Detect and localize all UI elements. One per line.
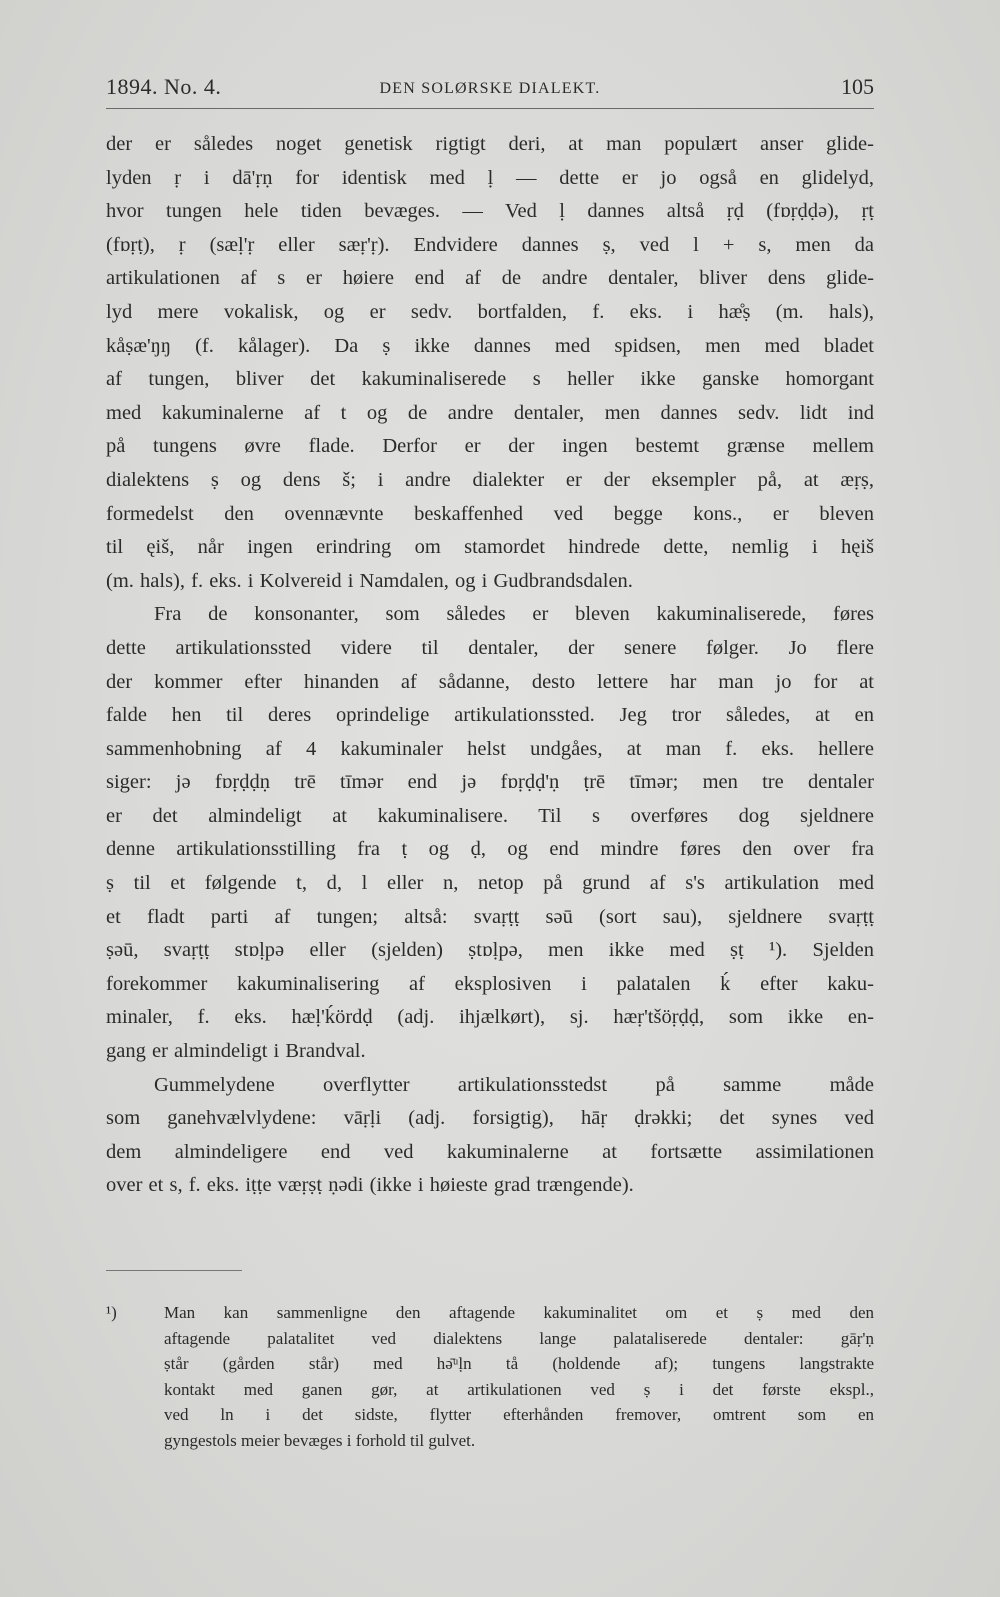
- text-line: ṣəū, svaṛṭṭ stɒḷpə eller (sjelden) ṣtɒḷpə, men ikke med ṣṭ ¹). Sjelden: [106, 939, 874, 962]
- text-line: på tungens øvre flade. Derfor er der ingen bestemt grænse mellem: [106, 435, 874, 458]
- text-line: et fladt parti af tungen; altså: svaṛṭṭ səū (sort sau), sjeldnere svaṛṭṭ: [106, 905, 874, 928]
- running-header: [106, 68, 874, 108]
- paragraph-start-line: Gummelydene overflytter artikulationsstedst på samme måde: [154, 1073, 874, 1096]
- footnote-line: aftagende palatalitet ved dialektens lange palataliserede dentaler: gāṛ'ṇ: [164, 1328, 874, 1348]
- text-line: dem almindeligere end ved kakuminalerne at fortsætte assimilationen: [106, 1140, 874, 1163]
- text-line: siger: jə fɒṛḍḍṇ trē tīmər end jə fɒṛḍḍ'ṇ ṭrē tīmər; men tre dentaler: [106, 771, 874, 794]
- footnote: [106, 1300, 874, 1454]
- text-line: til ęiš, når ingen erindring om stamordet hindrede dette, nemlig i hęiš: [106, 536, 874, 559]
- text-line: af tungen, bliver det kakuminaliserede s heller ikke ganske homorgant: [106, 368, 874, 391]
- text-line: ṣ til et følgende t, d, l eller n, netop på grund af s's artikulation med: [106, 872, 874, 895]
- text-line: formedelst den ovennævnte beskaffenhed ved begge kons., er bleven: [106, 502, 874, 525]
- text-line: (fɒṛṭ), ṛ (sæḷ'ṛ eller sæṛ'ṛ). Endvidere dannes ṣ, ved l + s, men da: [106, 233, 874, 256]
- footnote-line: ved ln i det sidste, flytter efterhånden fremover, omtrent som en: [164, 1405, 874, 1425]
- text-line: artikulationen af s er høiere end af de andre dentaler, bliver dens glide-: [106, 267, 874, 290]
- text-line: forekommer kakuminalisering af eksplosiven i palatalen ḱ efter kaku-: [106, 972, 874, 995]
- text-line: denne artikulationsstilling fra ṭ og ḍ, og end mindre føres den over fra: [106, 838, 874, 861]
- footnote-line: gyngestols meier bevæges i forhold til gulvet.: [164, 1430, 476, 1450]
- text-line: minaler, f. eks. hæḷ'ḱördḍ (adj. ihjælkørt), sj. hæṛ'tšöṛḍḍ, som ikke en-: [106, 1006, 874, 1029]
- header-rule: [106, 108, 874, 109]
- body-text: [106, 128, 874, 1203]
- footnote-line: kontakt med ganen gør, at artikulationen ved ṣ i det første ekspl.,: [164, 1379, 874, 1399]
- text-line: dialektens ṣ og dens š; i andre dialekter er der eksempler på, at æṛṣ,: [106, 468, 874, 491]
- footnote-rule: [106, 1270, 242, 1271]
- footnote-line: ṣtår (gården står) med hə̄ᵘḷn tå (holdende af); tungens langstrakte: [164, 1354, 874, 1374]
- text-line: over et s, f. eks. iṭṭe væṛṣṭ ṇədi (ikke i høieste grad trængende).: [106, 1174, 634, 1197]
- text-line: lyd mere vokalisk, og er sedv. bortfalden, f. eks. i hæ̊ṣ (m. hals),: [106, 300, 874, 323]
- text-line: kåṣæ'ŋŋ (f. kålager). Da ṣ ikke dannes med spidsen, men med bladet: [106, 334, 874, 357]
- text-line: dette artikulationssted videre til dentaler, der senere følger. Jo flere: [106, 636, 874, 659]
- page-number: 105: [841, 74, 874, 99]
- text-line: sammenhobning af 4 kakuminaler helst undgåes, at man f. eks. hellere: [106, 737, 874, 760]
- running-title: DEN SOLØRSKE DIALEKT.: [379, 80, 601, 97]
- volume-number: 1894. No. 4.: [106, 74, 222, 99]
- text-line: (m. hals), f. eks. i Kolvereid i Namdalen, og i Gudbrandsdalen.: [106, 569, 633, 592]
- text-line: der kommer efter hinanden af sådanne, desto lettere har man jo for at: [106, 670, 874, 693]
- text-line: er det almindeligt at kakuminalisere. Til s overføres dog sjeldnere: [106, 804, 874, 827]
- text-line: der er således noget genetisk rigtigt deri, at man populært anser glide-: [106, 133, 874, 155]
- paragraph-start-line: Fra de konsonanter, som således er bleven kakuminaliserede, føres: [154, 603, 874, 626]
- text-line: hvor tungen hele tiden bevæges. — Ved ḷ dannes altså ṛḍ (fɒṛḍḍə), ṛṭ: [106, 200, 874, 223]
- text-line: lyden ṛ i dā'ṛṇ for identisk med ḷ — dette er jo også en glidelyd,: [106, 166, 874, 189]
- text-line: gang er almindeligt i Brandval.: [106, 1040, 366, 1063]
- text-line: falde hen til deres oprindelige artikulationssted. Jeg tror således, at en: [106, 704, 874, 727]
- footnote-line: Man kan sammenligne den aftagende kakuminalitet om et ṣ med den: [164, 1303, 874, 1322]
- text-line: som ganehvælvlydene: vāṛḷi (adj. forsigtig), hāṛ ḍrəkki; det synes ved: [106, 1107, 874, 1130]
- footnote-marker: ¹): [106, 1303, 117, 1322]
- text-line: med kakuminalerne af t og de andre dentaler, men dannes sedv. lidt ind: [106, 401, 874, 424]
